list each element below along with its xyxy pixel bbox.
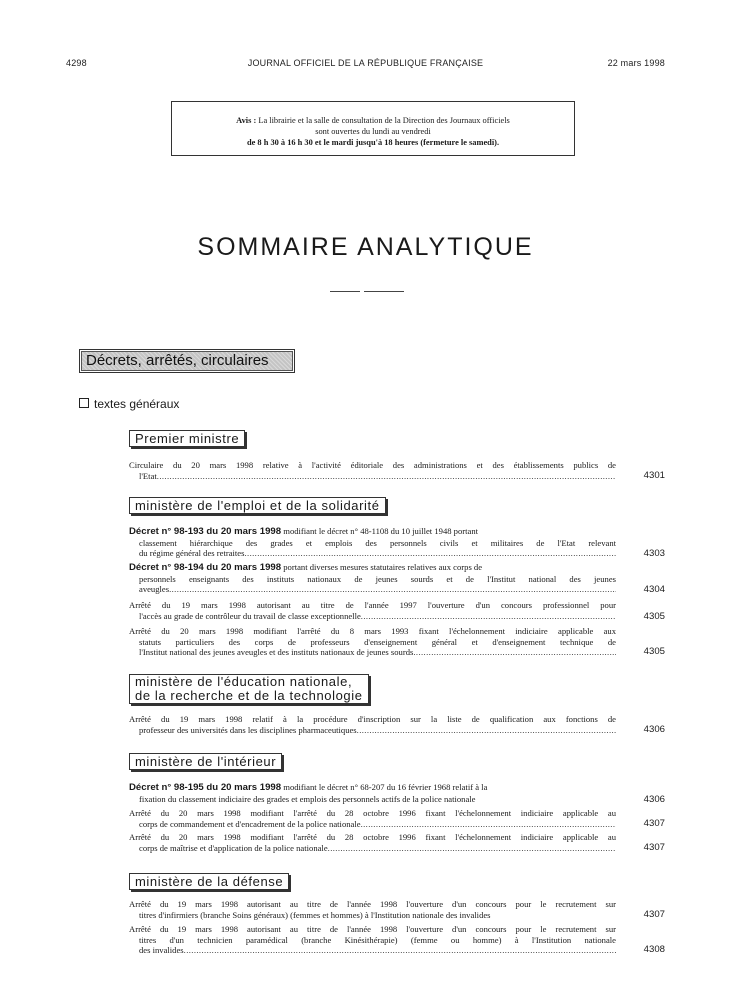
notice-line-2: sont ouvertes du lundi au vendredi	[315, 127, 431, 136]
entry-text: classement hiérarchique des grades et emplois des personnels civils et militaires de l'Etat relevant	[139, 537, 616, 548]
entry-text: corps de maîtrise et d'application de la police nationale	[139, 842, 328, 853]
issue-date: 22 mars 1998	[607, 58, 665, 68]
entry-text: l'accès au grade de contrôleur du travail de classe exceptionnelle	[139, 610, 361, 621]
entry-decree-ref: Décret n° 98-193 du 20 mars 1998	[129, 526, 282, 537]
entry-text: professeur des universités dans les disciplines pharmaceutiques	[139, 724, 357, 735]
entry-leader	[129, 725, 616, 736]
entry-leader	[129, 647, 616, 658]
entry-text: modifiant le décret n° 68-207 du 16 février 1968 relatif à la	[281, 782, 488, 792]
title-divider	[364, 291, 404, 292]
page-ref: 4305	[643, 646, 665, 657]
summary-entry	[129, 460, 616, 481]
dot-leader	[361, 611, 616, 622]
entry-text: statuts particuliers des corps de professeurs d'enseignement général et d'enseignement technique de	[139, 636, 616, 647]
page-ref: 4301	[643, 470, 665, 481]
entry-text: modifiant le décret n° 48-1108 du 10 juillet 1948 portant	[281, 526, 479, 536]
entry-text: Arrêté du 19 mars 1998 autorisant au titre de l'année 1997 l'ouverture d'un concours professionnel pour	[129, 600, 616, 610]
entry-text: Arrêté du 19 mars 1998 autorisant au titre de l'année 1998 l'ouverture d'un concours pour le recrutement sur	[129, 924, 616, 934]
dot-leader	[328, 843, 616, 854]
entry-text: portant diverses mesures statutaires relatives aux corps de	[281, 562, 483, 572]
dot-leader	[357, 725, 616, 736]
entry-leader	[129, 819, 616, 830]
summary-entry	[129, 782, 616, 804]
notice-box	[171, 101, 575, 156]
entry-text: l'Institut national des jeunes aveugles et des instituts nationaux de jeunes sourds	[139, 647, 414, 658]
dot-leader	[157, 471, 616, 482]
page-number: 4298	[66, 58, 87, 68]
notice-line-3: de 8 h 30 à 16 h 30 et le mardi jusqu'à 18 heures (fermeture le samedi).	[246, 138, 500, 147]
entry-leader	[129, 471, 616, 482]
entry-leader	[129, 584, 616, 595]
section-heading-premier-ministre: Premier ministre	[129, 430, 245, 447]
category-banner-label: Décrets, arrêtés, circulaires	[81, 351, 293, 371]
summary-entry	[129, 832, 616, 853]
page-ref: 4307	[643, 818, 665, 829]
summary-entry	[129, 924, 616, 956]
page-ref: 4306	[643, 724, 665, 735]
page-ref: 4306	[643, 794, 665, 805]
entry-text: Arrêté du 19 mars 1998 relatif à la procédure d'inscription sur la liste de qualification aux fonctions de	[129, 714, 616, 724]
summary-entry	[129, 526, 616, 559]
notice-line-1: La librairie et la salle de consultation de la Direction des Journaux officiels	[258, 116, 510, 125]
page-ref: 4307	[643, 909, 665, 920]
section-heading-line: ministère de l'éducation nationale,	[135, 674, 353, 689]
section-heading-education-nationale	[129, 674, 369, 704]
dot-leader	[184, 945, 616, 956]
entry-text: personnels enseignants des instituts nationaux de jeunes sourds et de l'Institut national des jeunes	[139, 573, 616, 584]
entry-text: corps de commandement et d'encadrement de la police nationale	[139, 818, 361, 829]
subheading	[79, 397, 179, 411]
entry-text: l'Etat	[139, 470, 157, 481]
notice-label: Avis :	[236, 116, 257, 125]
section-heading-interieur: ministère de l'intérieur	[129, 753, 282, 770]
entry-text: fixation du classement indiciaire des grades et emplois des personnels actifs de la police nationale	[139, 793, 476, 804]
entry-text: des invalides	[139, 945, 184, 956]
section-heading-emploi-solidarite: ministère de l'emploi et de la solidarité	[129, 497, 386, 514]
section-heading-line: de la recherche et de la technologie	[135, 688, 363, 703]
page-title: SOMMAIRE ANALYTIQUE	[197, 233, 534, 261]
page-ref: 4304	[643, 584, 665, 595]
summary-entry	[129, 562, 616, 595]
entry-text: aveugles	[139, 584, 170, 595]
entry-leader	[129, 611, 616, 622]
entry-text: Arrêté du 20 mars 1998 modifiant l'arrêté du 28 octobre 1996 fixant l'échelonnement indiciaire applicable au	[129, 832, 616, 842]
title-divider	[330, 291, 360, 292]
journal-title: JOURNAL OFFICIEL DE LA RÉPUBLIQUE FRANÇAISE	[247, 58, 484, 68]
dot-leader	[413, 647, 616, 658]
page-ref: 4308	[643, 944, 665, 955]
page-ref: 4307	[643, 842, 665, 853]
entry-decree-ref: Décret n° 98-194 du 20 mars 1998	[129, 562, 282, 573]
dot-leader	[361, 819, 616, 830]
page-ref: 4303	[643, 548, 665, 559]
summary-entry	[129, 899, 616, 920]
summary-entry	[129, 714, 616, 735]
entry-text: Arrêté du 20 mars 1998 modifiant l'arrêté du 8 mars 1993 fixant l'échelonnement indiciaire applicable aux	[129, 626, 616, 636]
subheading-label: textes généraux	[94, 397, 180, 411]
dot-leader	[169, 584, 616, 595]
entry-leader	[129, 843, 616, 854]
entry-leader	[129, 945, 616, 956]
summary-entry	[129, 626, 616, 658]
entry-text: Arrêté du 19 mars 1998 autorisant au titre de l'année 1998 l'ouverture d'un concours pour le recrutement sur	[129, 899, 616, 909]
entry-text: titres d'infirmiers (branche Soins généraux) (femmes et hommes) à l'Institution nationale des invalides	[139, 909, 491, 920]
entry-text: Arrêté du 20 mars 1998 modifiant l'arrêté du 28 octobre 1996 fixant l'échelonnement indiciaire applicable au	[129, 808, 616, 818]
entry-text: du régime général des retraites	[139, 548, 245, 559]
entry-text: titres d'un technicien paramédical (branche Kinésithérapie) (femme ou homme) à l'Institution nationale	[139, 934, 616, 945]
dot-leader	[244, 548, 616, 559]
category-banner	[79, 349, 295, 373]
summary-entry	[129, 600, 616, 621]
checkbox-square-icon	[79, 398, 89, 408]
section-heading-defense: ministère de la défense	[129, 873, 289, 890]
entry-leader	[129, 548, 616, 559]
entry-text: Circulaire du 20 mars 1998 relative à l'activité éditoriale des administrations et des établissements publics de	[129, 460, 616, 470]
page-ref: 4305	[643, 611, 665, 622]
summary-entry	[129, 808, 616, 829]
entry-decree-ref: Décret n° 98-195 du 20 mars 1998	[129, 782, 282, 793]
